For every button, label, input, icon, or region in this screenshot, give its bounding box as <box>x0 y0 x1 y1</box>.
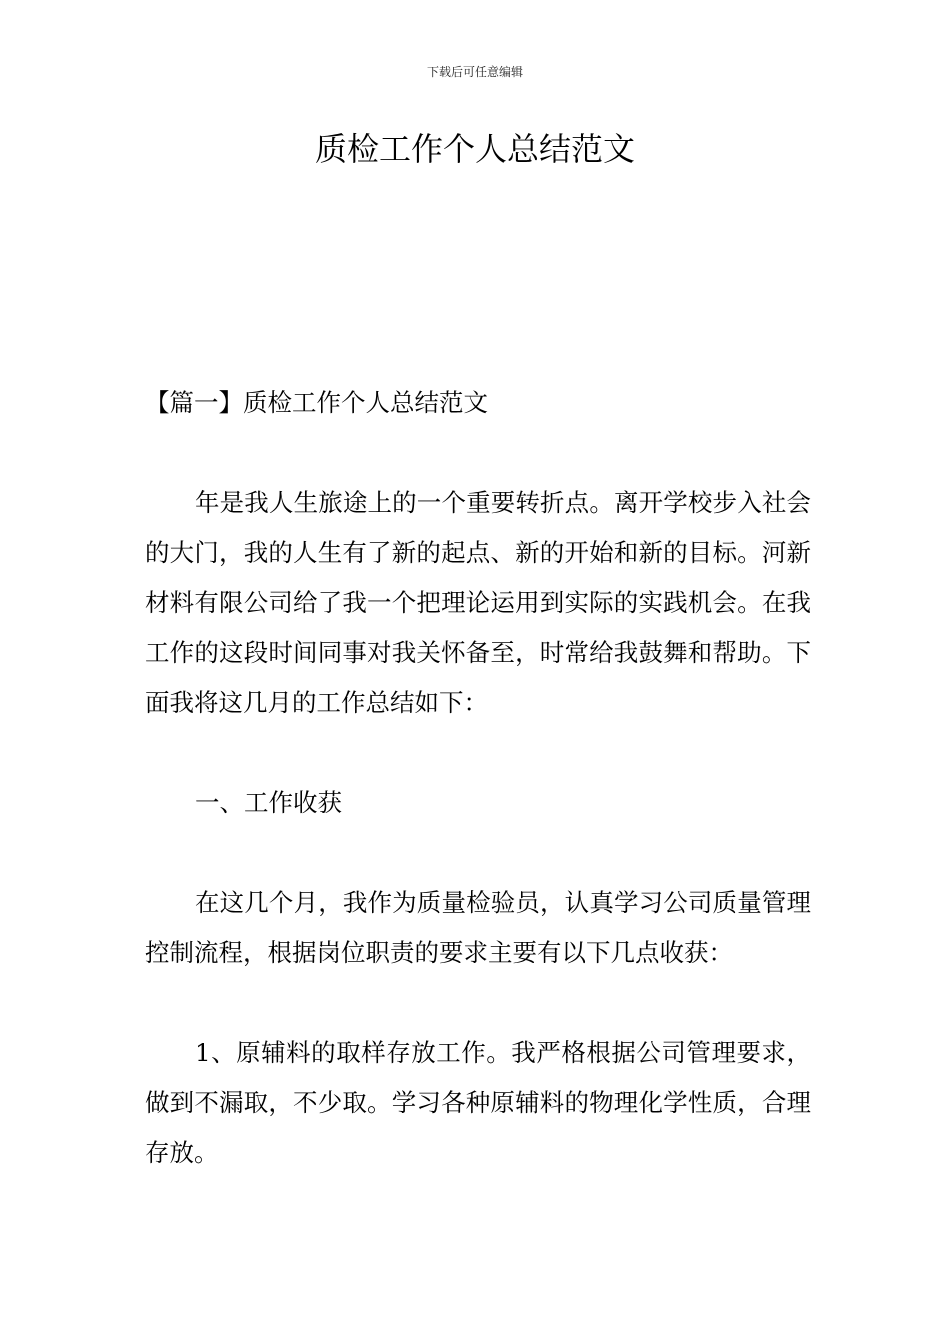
document-title: 质检工作个人总结范文 <box>314 130 635 168</box>
paragraph-harvest-intro: 在这几个月，我作为质量检验员，认真学习公司质量管理控制流程，根据岗位职责的要求主要有以下几点收获： <box>145 888 811 967</box>
heading-work-harvest: 一、工作收获 <box>195 788 342 817</box>
section-title: 【篇一】质检工作个人总结范文 <box>145 388 488 417</box>
paragraph-intro: 年是我人生旅途上的一个重要转折点。离开学校步入社会的大门，我的人生有了新的起点、新的开始和新的目标。河新材料有限公司给了我一个把理论运用到实际的实践机会。在我工作的这段时间同事对我关怀备至，时常给我鼓舞和帮助。下面我将这几月的工作总结如下： <box>145 488 811 717</box>
header-note: 下载后可任意编辑 <box>426 65 523 79</box>
document-body <box>145 378 811 1178</box>
paragraph-item-1: 1、原辅料的取样存放工作。我严格根据公司管理要求，做到不漏取，不少取。学习各种原辅料的物理化学性质，合理存放。 <box>145 1038 811 1167</box>
